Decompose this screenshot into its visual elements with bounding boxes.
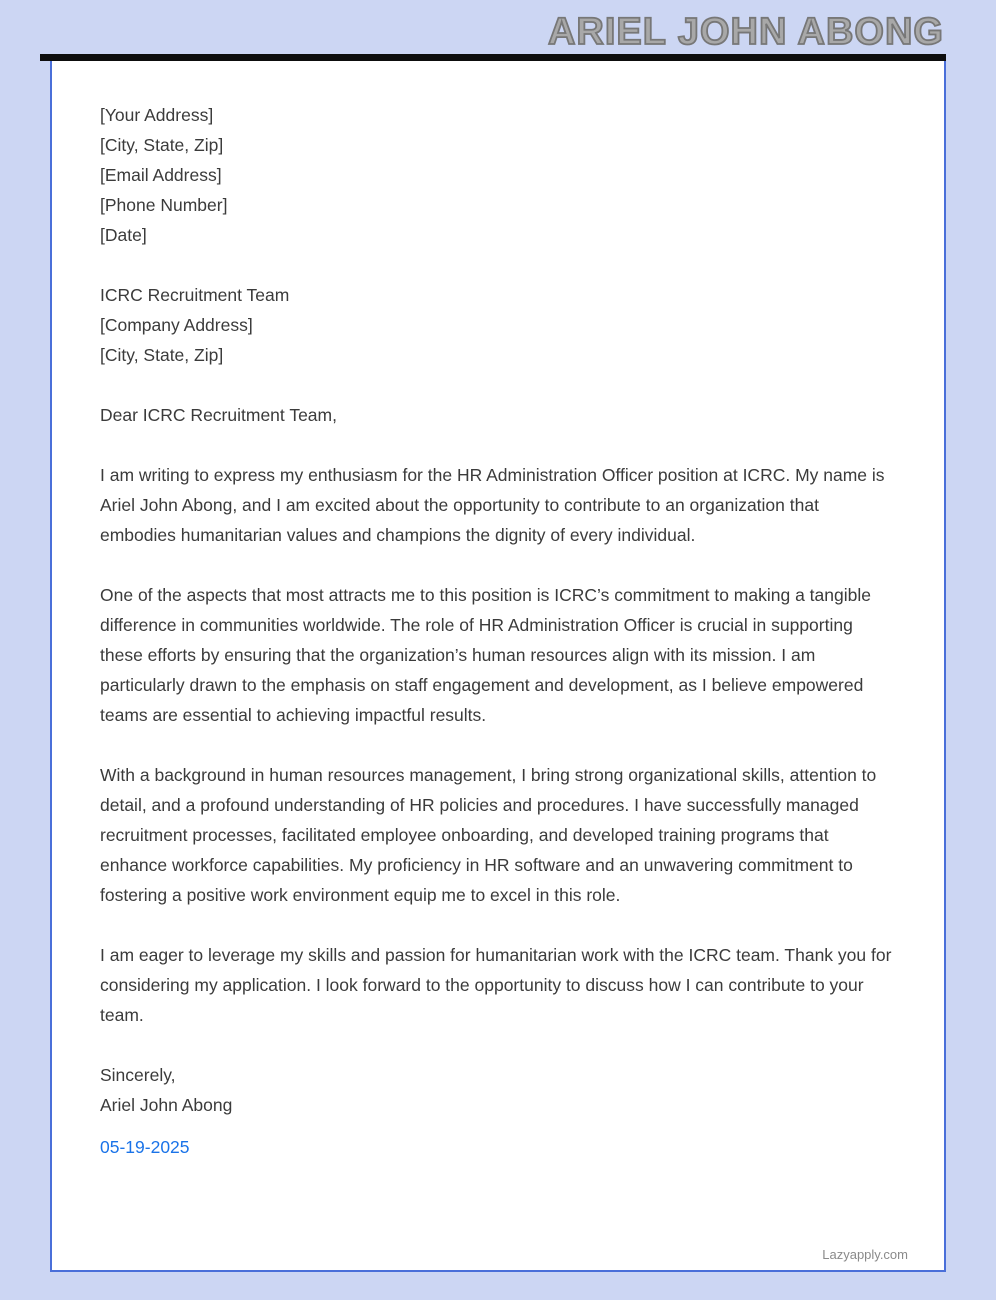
paragraph: I am eager to leverage my skills and passion for humanitarian work with the ICRC team. Thank you for considering my application. I look forward to the opportunity to discuss how I can contribute to your team.	[100, 945, 892, 1025]
recipient-block	[100, 280, 894, 370]
letter-date: 05-19-2025	[100, 1137, 190, 1157]
paragraph: I am writing to express my enthusiasm for the HR Administration Officer position at ICRC. My name is Ariel John Abong, and I am excited about the opportunity to contribute to an organization that embodies humanitarian values and champions the dignity of every individual.	[100, 465, 885, 545]
sender-line: [Date]	[100, 225, 147, 245]
sender-line: [City, State, Zip]	[100, 135, 224, 155]
header-rule	[40, 54, 946, 61]
sender-block	[100, 100, 894, 250]
sender-line: [Your Address]	[100, 105, 214, 125]
signature-name: Ariel John Abong	[100, 1095, 233, 1115]
paragraph: One of the aspects that most attracts me to this position is ICRC’s commitment to making a tangible difference in communities worldwide. The role of HR Administration Officer is crucial in supporting these efforts by ensuring that the organization’s human resources align with its mission. I am particularly drawn to the emphasis on staff engagement and development, as I believe empowered teams are essential to achieving impactful results.	[100, 585, 871, 725]
recipient-line: [Company Address]	[100, 315, 253, 335]
paragraph: With a background in human resources management, I bring strong organizational skills, attention to detail, and a profound understanding of HR policies and procedures. I have successfully managed recruitment processes, facilitated employee onboarding, and developed training programs that enhance workforce capabilities. My proficiency in HR software and an unwavering commitment to fostering a positive work environment equip me to excel in this role.	[100, 765, 877, 905]
salutation: Dear ICRC Recruitment Team,	[100, 405, 337, 425]
letter-page	[50, 58, 946, 1272]
sender-line: [Email Address]	[100, 165, 222, 185]
closing-line: Sincerely,	[100, 1065, 176, 1085]
recipient-line: [City, State, Zip]	[100, 345, 224, 365]
watermark: Lazyapply.com	[822, 1247, 908, 1262]
recipient-line: ICRC Recruitment Team	[100, 285, 290, 305]
closing-block	[100, 1060, 894, 1120]
header-name: ARIEL JOHN ABONG	[547, 11, 944, 53]
sender-line: [Phone Number]	[100, 195, 228, 215]
